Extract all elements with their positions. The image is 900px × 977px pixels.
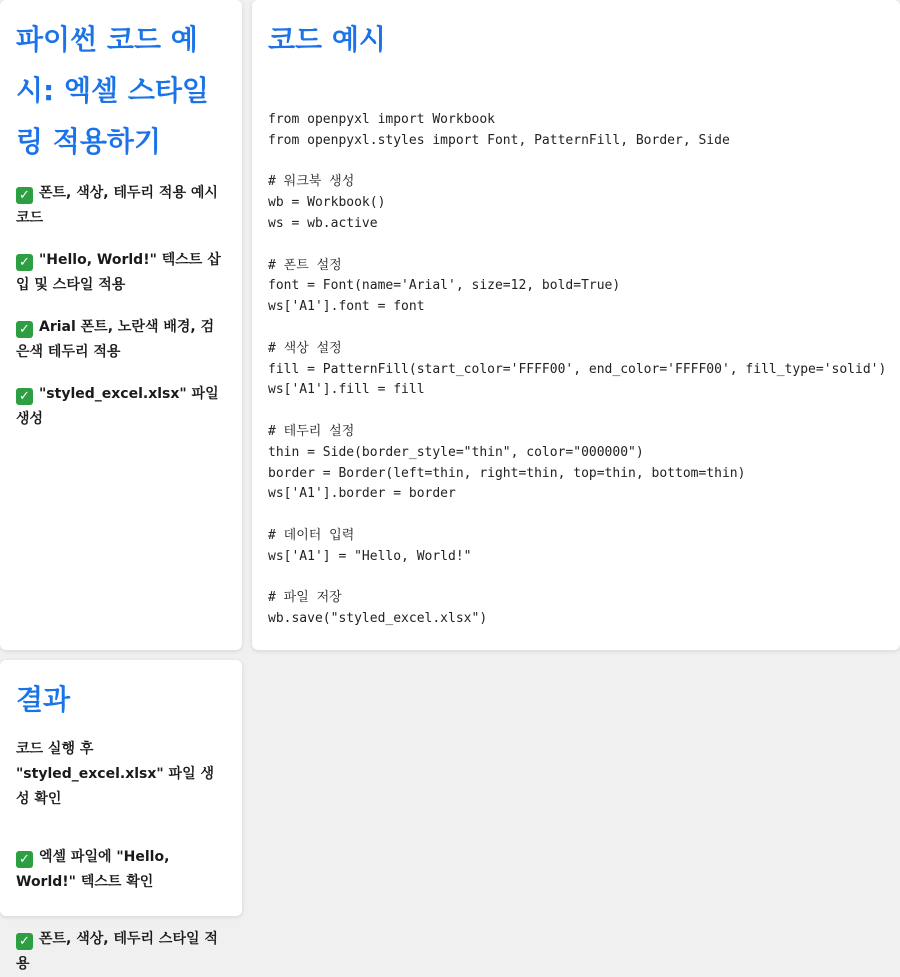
summary-bullet-text: "styled_excel.xlsx" 파일 생성 <box>16 386 219 427</box>
check-mark-icon: ✓ <box>16 187 33 204</box>
summary-bullet-text: Arial 폰트, 노란색 배경, 검은색 테두리 적용 <box>16 319 215 360</box>
code-block: from openpyxl import Workbook from openpyxl.styles import Font, PatternFill, Border, Side # 워크북 생성 wb = Workbook() ws = wb.active # 폰트 설정 font = Font(name='Arial', size=12, bold=True) ws['A1'].font = font # 색상 설정 fill = PatternFill(start_color='FFFF00', end_color='FFFF00', fill_type='solid') ws['A1'].fill = fill # 테두리 설정 thin = Side(border_style="thin", color="000000") border = Border(left=thin, right=thin, top=thin, bottom=thin) ws['A1'].border = border # 데이터 입력 ws['A1'] = "Hello, World!" # 파일 저장 wb.save("styled_excel.xlsx") <box>268 112 887 627</box>
summary-bullet <box>16 248 226 298</box>
result-card <box>0 660 242 972</box>
summary-bullet-text: 폰트, 색상, 테두리 적용 예시 코드 <box>16 185 218 226</box>
result-bullet-list <box>16 845 226 977</box>
result-bullet-text: 폰트, 색상, 테두리 스타일 적용 <box>16 931 218 972</box>
summary-bullet <box>16 315 226 365</box>
check-mark-icon: ✓ <box>16 254 33 271</box>
summary-bullet-text: "Hello, World!" 텍스트 삽입 및 스타일 적용 <box>16 252 221 293</box>
summary-title: 파이썬 코드 예시: 엑셀 스타일링 적용하기 <box>16 23 209 158</box>
summary-card <box>0 0 242 650</box>
result-description: 코드 실행 후 "styled_excel.xlsx" 파일 생성 확인 <box>16 741 215 807</box>
check-mark-icon: ✓ <box>16 321 33 338</box>
check-mark-icon: ✓ <box>16 851 33 868</box>
result-bullet <box>16 927 226 977</box>
check-mark-icon: ✓ <box>16 933 33 950</box>
result-bullet-text: 엑셀 파일에 "Hello, World!" 텍스트 확인 <box>16 849 170 890</box>
check-mark-icon: ✓ <box>16 388 33 405</box>
result-bullet <box>16 845 226 895</box>
result-title: 결과 <box>16 683 71 716</box>
summary-bullet <box>16 181 226 231</box>
summary-bullet-list <box>16 181 226 432</box>
code-card <box>252 0 900 650</box>
code-section-title: 코드 예시 <box>268 23 386 56</box>
summary-bullet <box>16 382 226 432</box>
